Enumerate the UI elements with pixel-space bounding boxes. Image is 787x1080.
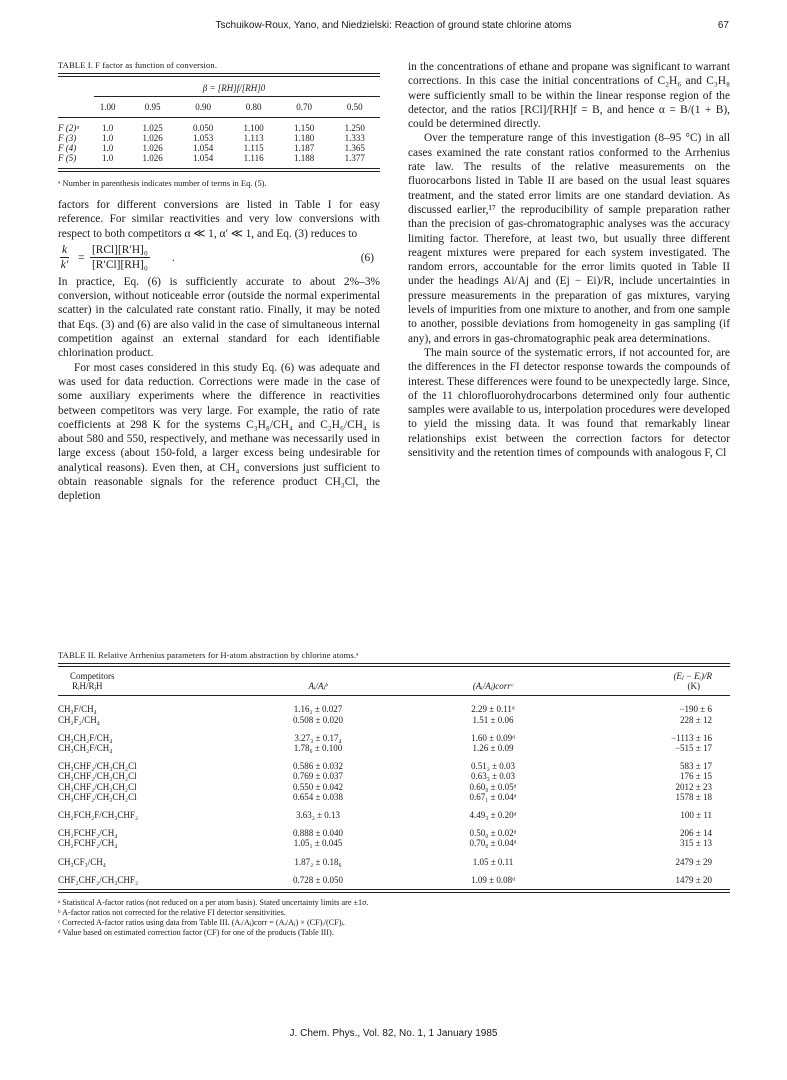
eq-rhs: [RCl][R′H]₀ [R′Cl][RH]₀: [92, 243, 148, 272]
table2-footnote: ᵃ Statistical A-factor ratios (not reduced on a per atom basis). Stated uncertainty limits are ±1σ.: [58, 898, 369, 908]
table-row: [58, 771, 730, 781]
table2-cell: −190 ± 6: [679, 704, 712, 715]
table1-col-header: 0.90: [195, 102, 211, 112]
group-spacer: [58, 696, 730, 704]
table2-cell: 1.09 ± 0.08ᵈ: [471, 874, 515, 885]
eq-equals: =: [78, 251, 85, 264]
table-row: [58, 782, 730, 792]
table-row: [58, 792, 730, 802]
table1-col-header: 0.95: [144, 102, 161, 112]
table2-cell: CH₃CHF₂/CH₃CH₂Cl: [58, 771, 137, 782]
table2-footnote: ᶜ Corrected A-factor ratios using data from Table III. (Aᵢ/Aⱼ)corr = (Aᵢ/Aⱼ) × (CF)ᵢ/(CF)ⱼ.: [58, 918, 345, 928]
right-column: [408, 60, 730, 460]
table2-cell: CH₃CH₂F/CH₄: [58, 743, 113, 754]
table2: [58, 667, 730, 893]
table-row: F (3) 1.0 1.026 1.053 1.113 1.180 1.333: [58, 133, 365, 143]
table2-cell: 0.508 ± 0.020: [293, 714, 343, 725]
table2-header-row: [58, 667, 730, 695]
table2-cell: 1578 ± 18: [675, 791, 712, 802]
table2-cell: CH₃CF₃/CH₄: [58, 856, 106, 867]
table-row: [58, 838, 730, 848]
table2-footnote: ᵇ A-factor ratios not corrected for the relative FI detector sensitivities.: [58, 908, 286, 918]
group-spacer: [58, 867, 730, 875]
table2-footnotes: [58, 898, 730, 938]
table-row: F (4) 1.0 1.026 1.054 1.115 1.187 1.365: [58, 143, 365, 153]
table2-body: [58, 696, 730, 885]
equation-number: (6): [360, 251, 374, 264]
table-row: [58, 828, 730, 838]
table2-cell: 2012 ± 23: [675, 781, 712, 792]
table2-cell: −515 ± 17: [674, 743, 712, 754]
table2-cell: CH₃F/CH₄: [58, 704, 97, 715]
table2-cell: 1.16₂ ± 0.027: [293, 704, 343, 715]
table2-cell: 1.60 ± 0.09ᵈ: [471, 732, 515, 743]
table2-cell: 583 ± 17: [680, 761, 712, 772]
table1-caption: TABLE I. F factor as function of conversion.: [58, 60, 218, 70]
table2-cell: 0.50₀ ± 0.02ᵈ: [469, 828, 517, 839]
table2-cell: CH₂F₂/CH₄: [58, 714, 100, 725]
table2-cell: 3.27₃ ± 0.17₄: [294, 732, 342, 743]
table2-cell: CH₂FCH₂F/CH₃CHF₂: [58, 810, 139, 821]
table2-header-ratio: RᵢH/RⱼH: [72, 681, 103, 692]
table2-header-competitors: Competitors: [70, 671, 115, 681]
table2-cell: 0.888 ± 0.040: [293, 828, 343, 839]
table2-cell: CHF₂CHF₂/CH₃CHF₂: [58, 874, 139, 885]
eq-lhs: $\frac{k}{k'}$: [60, 243, 69, 272]
table1-col-header: 0.80: [245, 102, 262, 112]
table2-cell: 0.60₀ ± 0.05ᵈ: [469, 781, 517, 792]
table1-beta-header: β = [RH]f/[RH]0: [202, 83, 266, 93]
table1-col-header: 1.00: [99, 102, 116, 112]
table2-header-unit: (K): [687, 681, 700, 692]
right-body-text: [408, 60, 730, 460]
table2-cell: 2.29 ± 0.11ᵈ: [471, 704, 515, 715]
table2-cell: 0.70₀ ± 0.04ᵈ: [469, 838, 517, 849]
paragraph: in the concentrations of ethane and propane was significant to warrant corrections. In this case the initial concentrations of C₂H₆ and C₃H₈ were sufficiently small to be within the linear response region of the detector, and the ratios [RCl]/[RH]f = B, and hence α = B/(1 + B), could be determined directly.: [408, 61, 730, 131]
table-row: [58, 715, 730, 725]
table1-col-header: 0.70: [296, 102, 313, 112]
table2-cell: 2479 ± 29: [675, 856, 712, 867]
paragraph: factors for different conversions are listed in Table I for easy reference. For similar reactivities and very low conversions with respect to both competitors α ≪ 1, α′ ≪ 1, and Eq. (3) reduces to: [58, 199, 380, 240]
paragraph: The main source of the systematic errors, if not accounted for, are the differences in the FI detector response towards the compounds of interest. These differences were found to be unexpectedly large. Since, of the 11 chlorofluorohydrocarbons determined only four authentic samples were available to us, interpolation procedures were developed to yield the missing data. It was found that remarkably linear relationships exist between the correction factors for detector sensitivity and the retention times of compounds with analogous F, Cl: [408, 346, 730, 460]
table2-cell: 0.728 ± 0.050: [293, 874, 343, 885]
table-row: [58, 875, 730, 885]
paragraph: In practice, Eq. (6) is sufficiently accurate to about 2%–3% conversion, without noticeable error (outside the normal experimental scatter) in the calculated rate constant ratio. Finally, it may be noted that Eqs. (3) and (6) are also valid in the case of simultaneous internal competition against an external standard for each identifiable chlorination product.: [58, 275, 380, 360]
table2-cell: 1.26 ± 0.09: [472, 743, 514, 754]
table2-cell: 4.49₃ ± 0.20ᵈ: [469, 810, 517, 821]
table2-cell: CH₂FCHF₂/CH₄: [58, 838, 118, 849]
paragraph: For most cases considered in this study Eq. (6) was adequate and was used for data reduction. Corrections were made in the case of some auxiliary experiments where the difference in reactivities between competitors was very large. For example, the ratio of rate coefficients at 298 K for the systems C₃H₈/CH₄ and C₂H₆/CH₄ is about 580 and 550, respectively, and methane was necessarily used in large excess (about 150-fold, a larger excess being undesirable for analytical reasons). Even then, at CH₄ conversions just sufficient to obtain reasonable signals for the reference product CH₃Cl, the depletion: [58, 361, 380, 503]
table2-cell: 3.63₂ ± 0.13: [295, 810, 341, 821]
table2-cell: 176 ± 15: [680, 771, 712, 782]
equation-6: $\frac{k}{k'}$ = [RCl][R′H]₀ [R′Cl][RH]₀ . (6): [60, 243, 374, 272]
table2-header-corr: (Aᵢ/Aⱼ)corrᶜ: [472, 681, 514, 692]
running-head-title: Tschuikow-Roux, Yano, and Niedzielski: Reaction of ground state chlorine atoms: [215, 20, 572, 31]
table1: [58, 77, 380, 172]
table2-cell: 0.586 ± 0.032: [293, 761, 343, 772]
journal-footer: J. Chem. Phys., Vol. 82, No. 1, 1 January 1985: [289, 1028, 498, 1039]
table2-cell: 1.05 ± 0.11: [472, 856, 514, 867]
page-number: 67: [717, 20, 729, 31]
table2-cell: 206 ± 14: [680, 828, 712, 839]
table-row: [58, 733, 730, 743]
table2-cell: 0.654 ± 0.038: [293, 791, 343, 802]
table2-cell: 0.63₃ ± 0.03: [470, 771, 516, 782]
table2-cell: 1.51 ± 0.06: [472, 714, 514, 725]
group-spacer: [58, 753, 730, 761]
table2-cell: 1.87₂ ± 0.18₆: [294, 856, 342, 867]
table-row: [58, 857, 730, 867]
table2-cell: CH₃CHF₂/CH₃CH₂Cl: [58, 791, 137, 802]
table2-cell: 0.769 ± 0.037: [293, 771, 343, 782]
table2-cell: 1479 ± 20: [675, 874, 712, 885]
table1-footnote: ᵃ Number in parenthesis indicates number of terms in Eq. (5).: [58, 178, 267, 188]
table2-cell: 315 ± 13: [680, 838, 712, 849]
table-row: [58, 704, 730, 714]
table-row: [58, 761, 730, 771]
left-body-text: [58, 198, 380, 504]
table2-cell: 1.05₁ ± 0.045: [293, 838, 343, 849]
group-spacer: [58, 725, 730, 733]
table2-cell: 228 ± 12: [680, 714, 712, 725]
table2-footnote: ᵈ Value based on estimated correction factor (CF) for one of the products (Table III).: [58, 928, 334, 938]
table2-cell: −1113 ± 16: [671, 732, 712, 743]
table-row: F (2)ᵃ 1.0 1.025 0.050 1.100 1.150 1.250: [58, 123, 365, 133]
table2-cell: CH₃CH₂F/CH₄: [58, 732, 113, 743]
table2-header-energy: (Eⱼ − Eᵢ)/R: [673, 671, 712, 681]
table2-cell: 0.51₂ ± 0.03: [470, 761, 516, 772]
table-row: F (5) 1.0 1.026 1.054 1.116 1.188 1.377: [58, 153, 365, 163]
table2-cell: CH₃CHF₂/CH₃CH₂Cl: [58, 761, 137, 772]
group-spacer: [58, 849, 730, 857]
running-head: [58, 20, 729, 36]
table1-col-header: 0.50: [346, 102, 363, 112]
group-spacer: [58, 820, 730, 828]
table-row: [58, 810, 730, 820]
table2-cell: 1.78₆ ± 0.100: [293, 743, 343, 754]
table2-cell: 100 ± 11: [680, 810, 712, 821]
paragraph: Over the temperature range of this investigation (8–95 °C) in all cases examined the rate constant ratios conformed to the Arrhenius rate law. The results of the relative measurements on the fluorocarbons listed in Table II are based on the usual least squares treatment, and the stated error limits are one standard deviation. As discussed earlier,¹⁷ the reproducibility of sample preparation rather than the precision of gas-chromatographic analyses was the accuracy limiting factor. Therefore, at least two, but usually three different reagent mixtures were prepared for each system investigated. The random errors, accountable for the error limits quoted in Table II under the headings Ai/Aj and (Ej − Ei)/R, include uncertainties in pressure measurements in the preparation of gas mixtures, varying levels of impurities from one mixture to another, and from one sample to another, possible deviations from homogeneity in gas sampling (if any), and errors in gas-chromatographic peak area determinations.: [408, 132, 730, 345]
group-spacer: [58, 802, 730, 810]
table2-cell: CH₃CHF₂/CH₃CH₂Cl: [58, 781, 137, 792]
table2-caption: TABLE II. Relative Arrhenius parameters for H-atom abstraction by chlorine atoms.ᵃ: [58, 650, 359, 660]
table-row: [58, 743, 730, 753]
table2-cell: 0.550 ± 0.042: [293, 781, 343, 792]
left-column: [58, 60, 380, 504]
table2-header-ai-aj: Aᵢ/Aⱼᵇ: [308, 681, 328, 692]
table2-block: [58, 650, 730, 938]
table2-cell: 0.67₁ ± 0.04ᵈ: [469, 791, 517, 802]
table2-cell: CH₂FCHF₂/CH₄: [58, 828, 118, 839]
